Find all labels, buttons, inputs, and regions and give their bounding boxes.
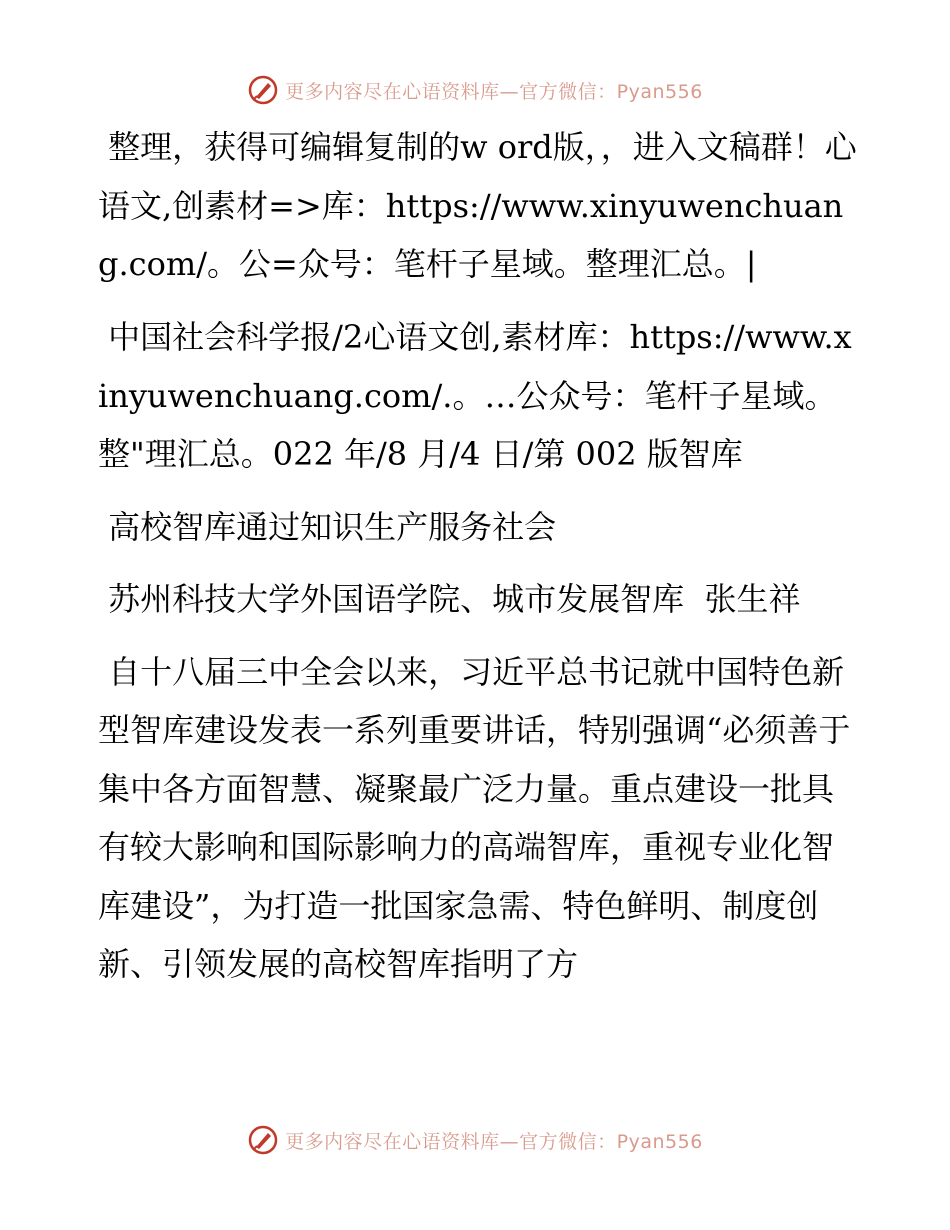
article-title: 高校智库通过知识生产服务社会: [98, 507, 557, 546]
quill-seal-logo-icon: [247, 74, 279, 106]
paragraph-source: 中国社会科学报/2心语文创,素材库：https://www.xinyuwenchuang.com/.。…公众号：笔杆子星域。整"理汇总。022 年/8 月/4 日/第 002 版智库: [98, 318, 852, 473]
document-body: [98, 118, 858, 994]
banner-text: 更多内容尽在心语资料库—官方微信：Pyan556: [285, 1130, 703, 1153]
paragraph-notice: 整理，获得可编辑复制的w ord版，，进入文稿群！心语文,创素材=>库：https://www.xinyuwenchuang.com/。公=众号：笔杆子星域。整理汇总。|: [98, 128, 857, 283]
header-banner: [0, 70, 950, 110]
quill-seal-logo-icon: [247, 1124, 279, 1156]
banner-text: 更多内容尽在心语资料库—官方微信：Pyan556: [285, 80, 703, 103]
footer-banner: [0, 1120, 950, 1160]
article-author: 苏州科技大学外国语学院、城市发展智库 张生祥: [98, 580, 801, 618]
article-body-paragraph: 自十八届三中全会以来，习近平总书记就中国特色新型智库建设发表一系列重要讲话，特别强调“必须善于集中各方面智慧、凝聚最广泛力量。重点建设一批具有较大影响和国际影响力的高端智库，重视专业化智库建设”，为打造一批国家急需、特色鲜明、制度创新、引领发展的高校智库指明了方: [98, 652, 851, 983]
